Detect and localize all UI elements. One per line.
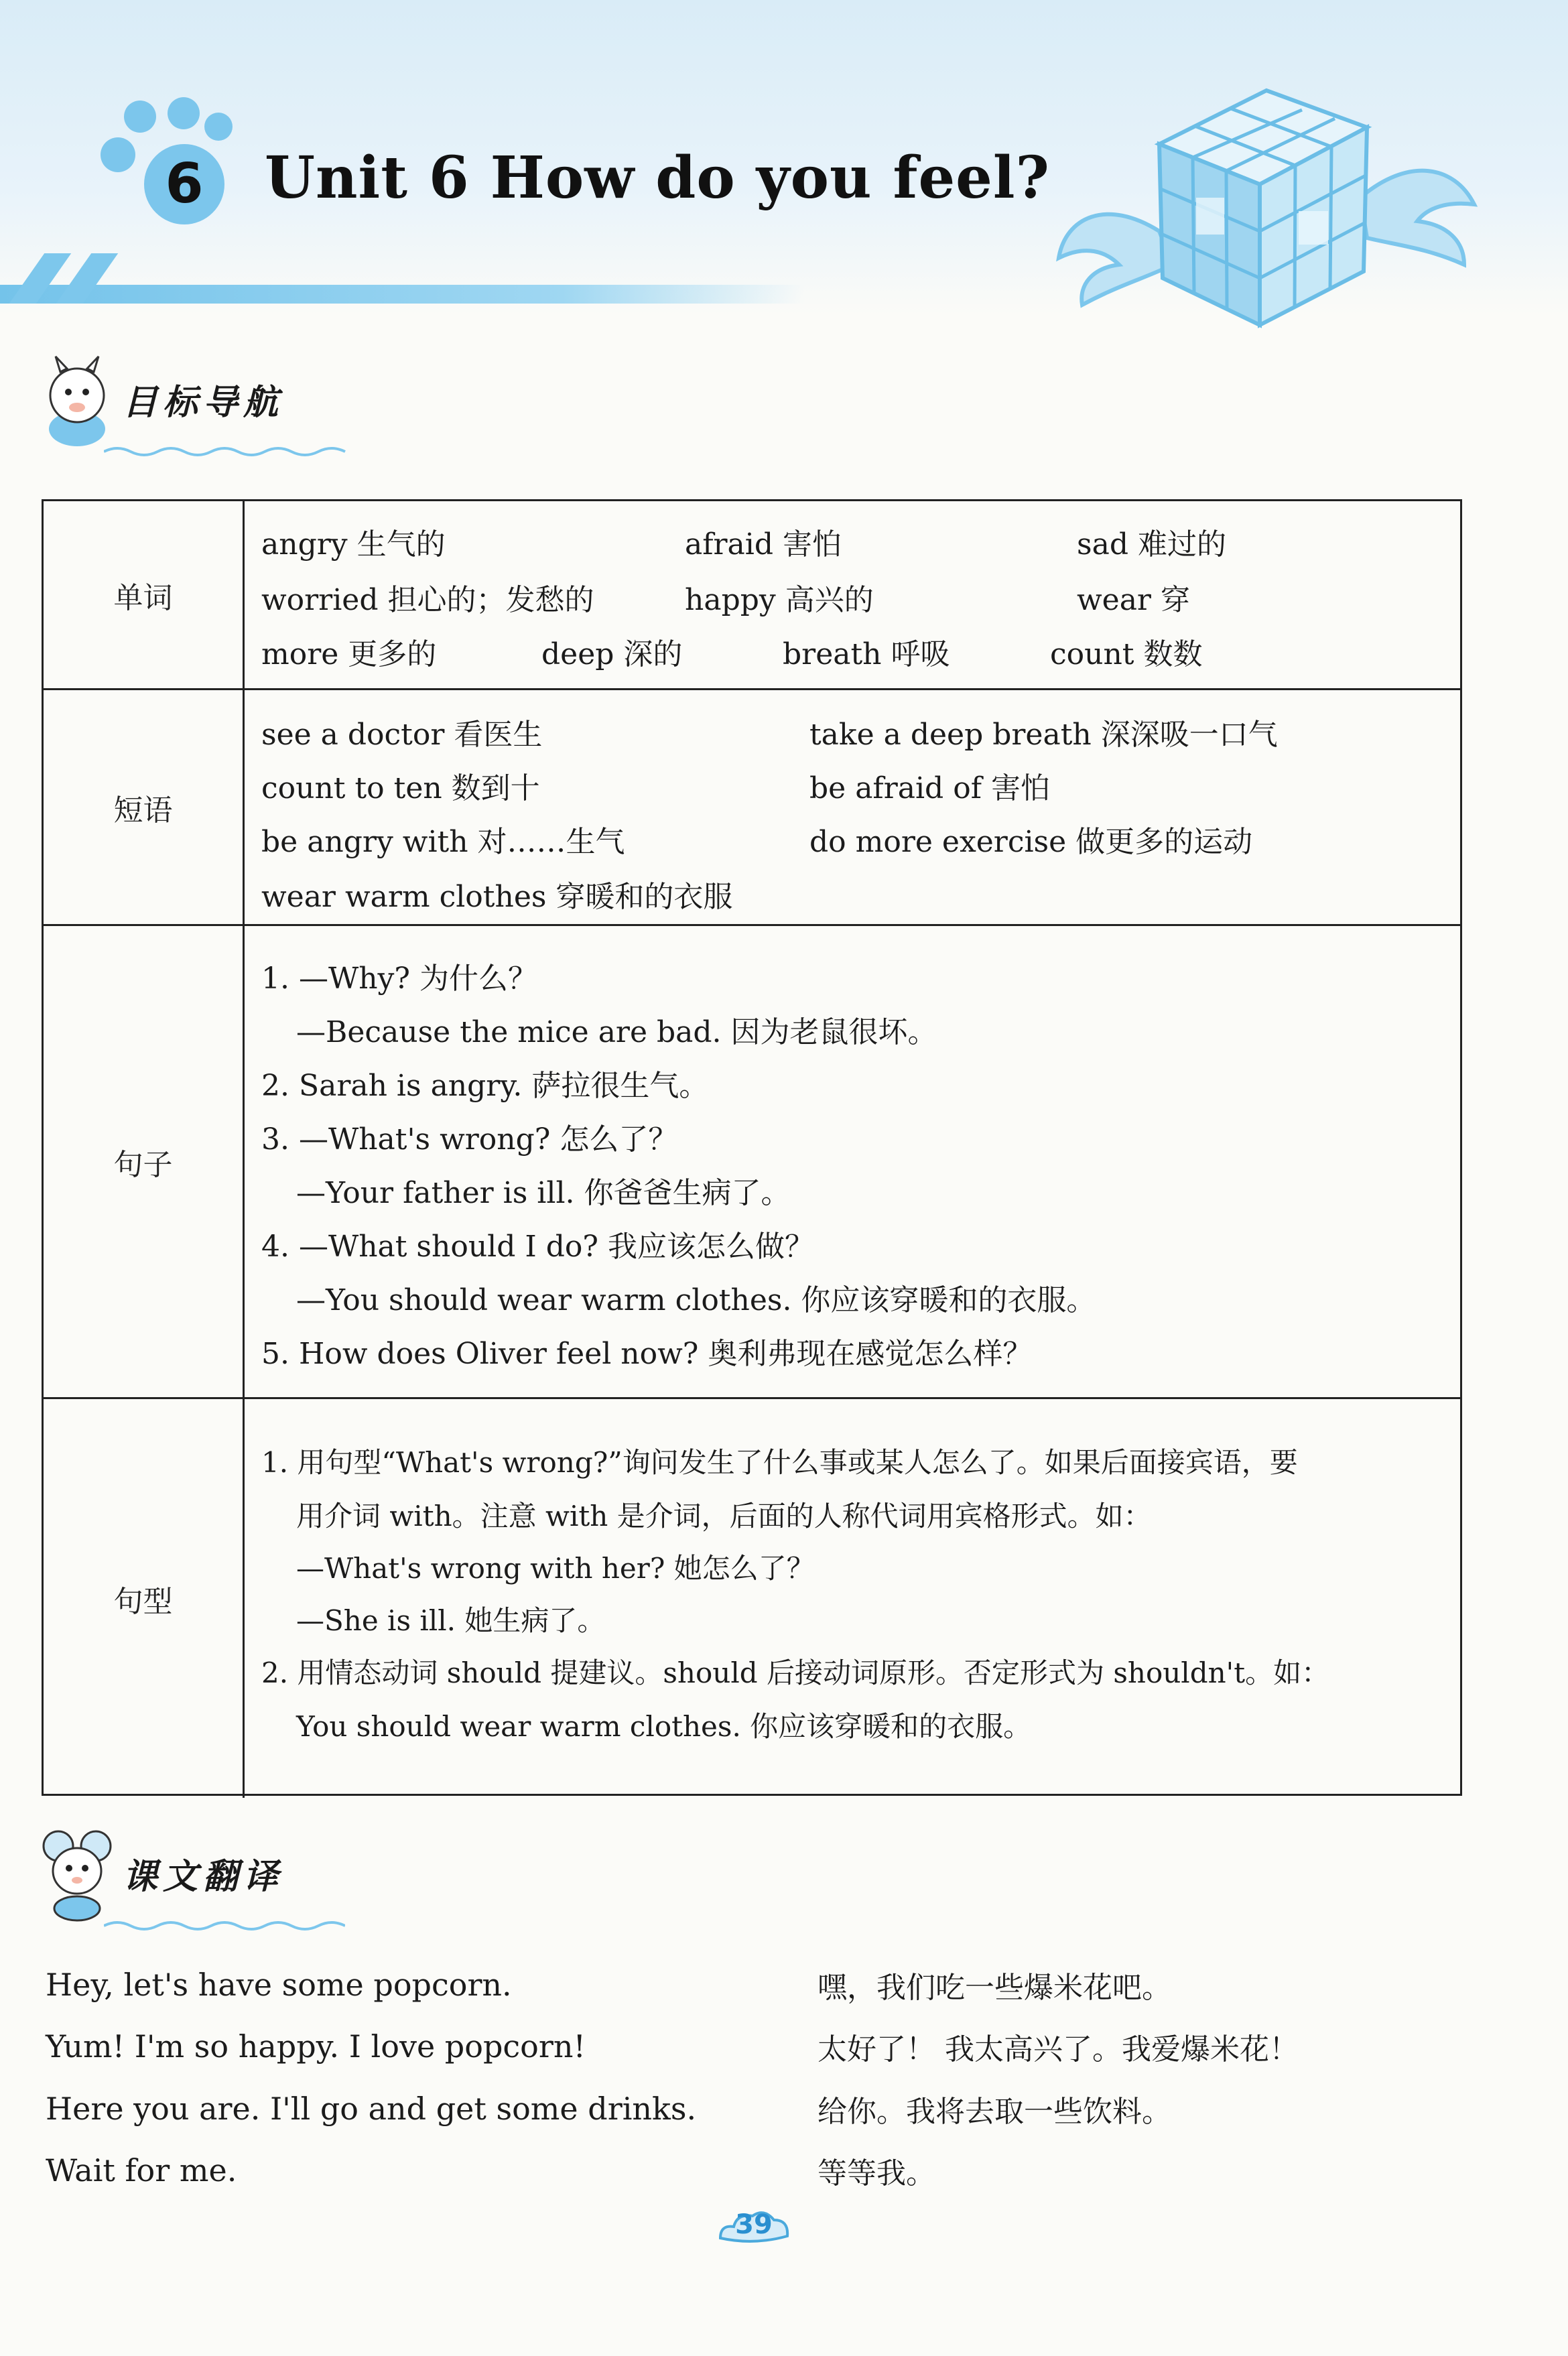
paw-toe [204,113,233,141]
page-number-text: 39 [735,2209,773,2240]
sentence-line: 4. —What should I do? 我应该怎么做？ [261,1230,814,1264]
sentence-line: 5. How does Oliver feel now? 奥利弗现在感觉怎么样？ [261,1337,1033,1371]
table-row-patterns [44,1399,1460,1798]
word-item: deep 深的 [541,637,683,671]
row-head: 短语 [44,690,245,924]
word-item: angry 生气的 [261,527,446,562]
phrase-item: be angry with 对……生气 [261,825,625,859]
word-item: breath 呼吸 [783,637,950,671]
english-line: Hey, let's have some popcorn. [46,1967,512,2003]
row-head: 句型 [44,1399,245,1798]
paw-toe [168,97,200,129]
table-row-phrases [44,690,1460,926]
pattern-line: —What's wrong with her? 她怎么了？ [296,1552,815,1585]
word-item: worried 担心的；发愁的 [261,583,594,617]
pattern-line: —She is ill. 她生病了。 [296,1604,606,1637]
phrase-item: count to ten 数到十 [261,771,540,805]
word-item: happy 高兴的 [685,583,874,617]
pattern-line: 1. 用句型“What's wrong?”询问发生了什么事或某人怎么了。如果后面接宾语，要 [261,1446,1298,1479]
table-row-sentences [44,926,1460,1399]
sentence-line: 1. —Why? 为什么？ [261,962,537,996]
pattern-line: 用介词 with。注意 with 是介词，后面的人称代词用宾格形式。如： [296,1500,1152,1532]
phrase-item: be afraid of 害怕 [809,771,1050,805]
goals-label: 目标导航 [123,382,284,423]
sentence-line: —Because the mice are bad. 因为老鼠很坏。 [296,1015,937,1049]
english-line: Wait for me. [46,2152,237,2188]
row-body [261,926,1447,1397]
row-body [261,690,1447,924]
chinese-line: 太好了！ 我太高兴了。我爱爆米花！ [818,2032,1299,2067]
word-item: wear 穿 [1077,583,1190,617]
phrase-item: do more exercise 做更多的运动 [809,825,1253,859]
row-body [261,1399,1447,1798]
translation-label: 课文翻译 [123,1856,284,1897]
row-head: 句子 [44,926,245,1397]
summary-table [42,499,1462,1796]
page-number [714,2201,794,2248]
word-item: sad 难过的 [1077,527,1226,562]
sentence-line: 3. —What's wrong? 怎么了？ [261,1122,678,1157]
word-item: afraid 害怕 [685,527,842,562]
phrase-item: wear warm clothes 穿暖和的衣服 [261,880,733,914]
sentence-line: —You should wear warm clothes. 你应该穿暖和的衣服。 [296,1283,1096,1317]
paw-icon [144,144,224,224]
word-item: count 数数 [1050,637,1203,671]
pattern-line: You should wear warm clothes. 你应该穿暖和的衣服。 [296,1710,1032,1743]
goals-section-head [37,348,283,449]
pattern-line: 2. 用情态动词 should 提建议。should 后接动词原形。否定形式为 shouldn't。如： [261,1656,1330,1689]
unit-number: 6 [165,152,204,216]
page-title: Unit 6 How do you feel? [265,144,1050,212]
header-stripe [0,285,804,304]
sentence-line: 2. Sarah is angry. 萨拉很生气。 [261,1069,709,1103]
phrase-item: see a doctor 看医生 [261,718,543,752]
word-item: more 更多的 [261,637,437,671]
row-body [261,501,1447,688]
english-line: Here you are. I'll go and get some drinks. [46,2091,697,2127]
paw-toe [124,101,156,133]
translation-section-head [37,1823,283,1923]
chinese-line: 给你。我将去取一些饮料。 [818,2095,1171,2129]
sentence-line: —Your father is ill. 你爸爸生病了。 [296,1176,791,1210]
wave-decoration [104,445,358,458]
goat-mascot-icon [37,348,117,449]
phrase-item: take a deep breath 深深吸一口气 [809,718,1278,752]
row-head: 单词 [44,501,245,688]
mouse-mascot-icon [37,1823,117,1923]
paw-toe [101,137,135,172]
winged-cube-icon [1045,64,1488,345]
chinese-line: 嘿，我们吃一些爆米花吧。 [818,1971,1171,2005]
wave-decoration [104,1919,345,1933]
chinese-line: 等等我。 [818,2156,935,2190]
table-row-words [44,501,1460,690]
english-line: Yum! I'm so happy. I love popcorn! [46,2028,586,2065]
